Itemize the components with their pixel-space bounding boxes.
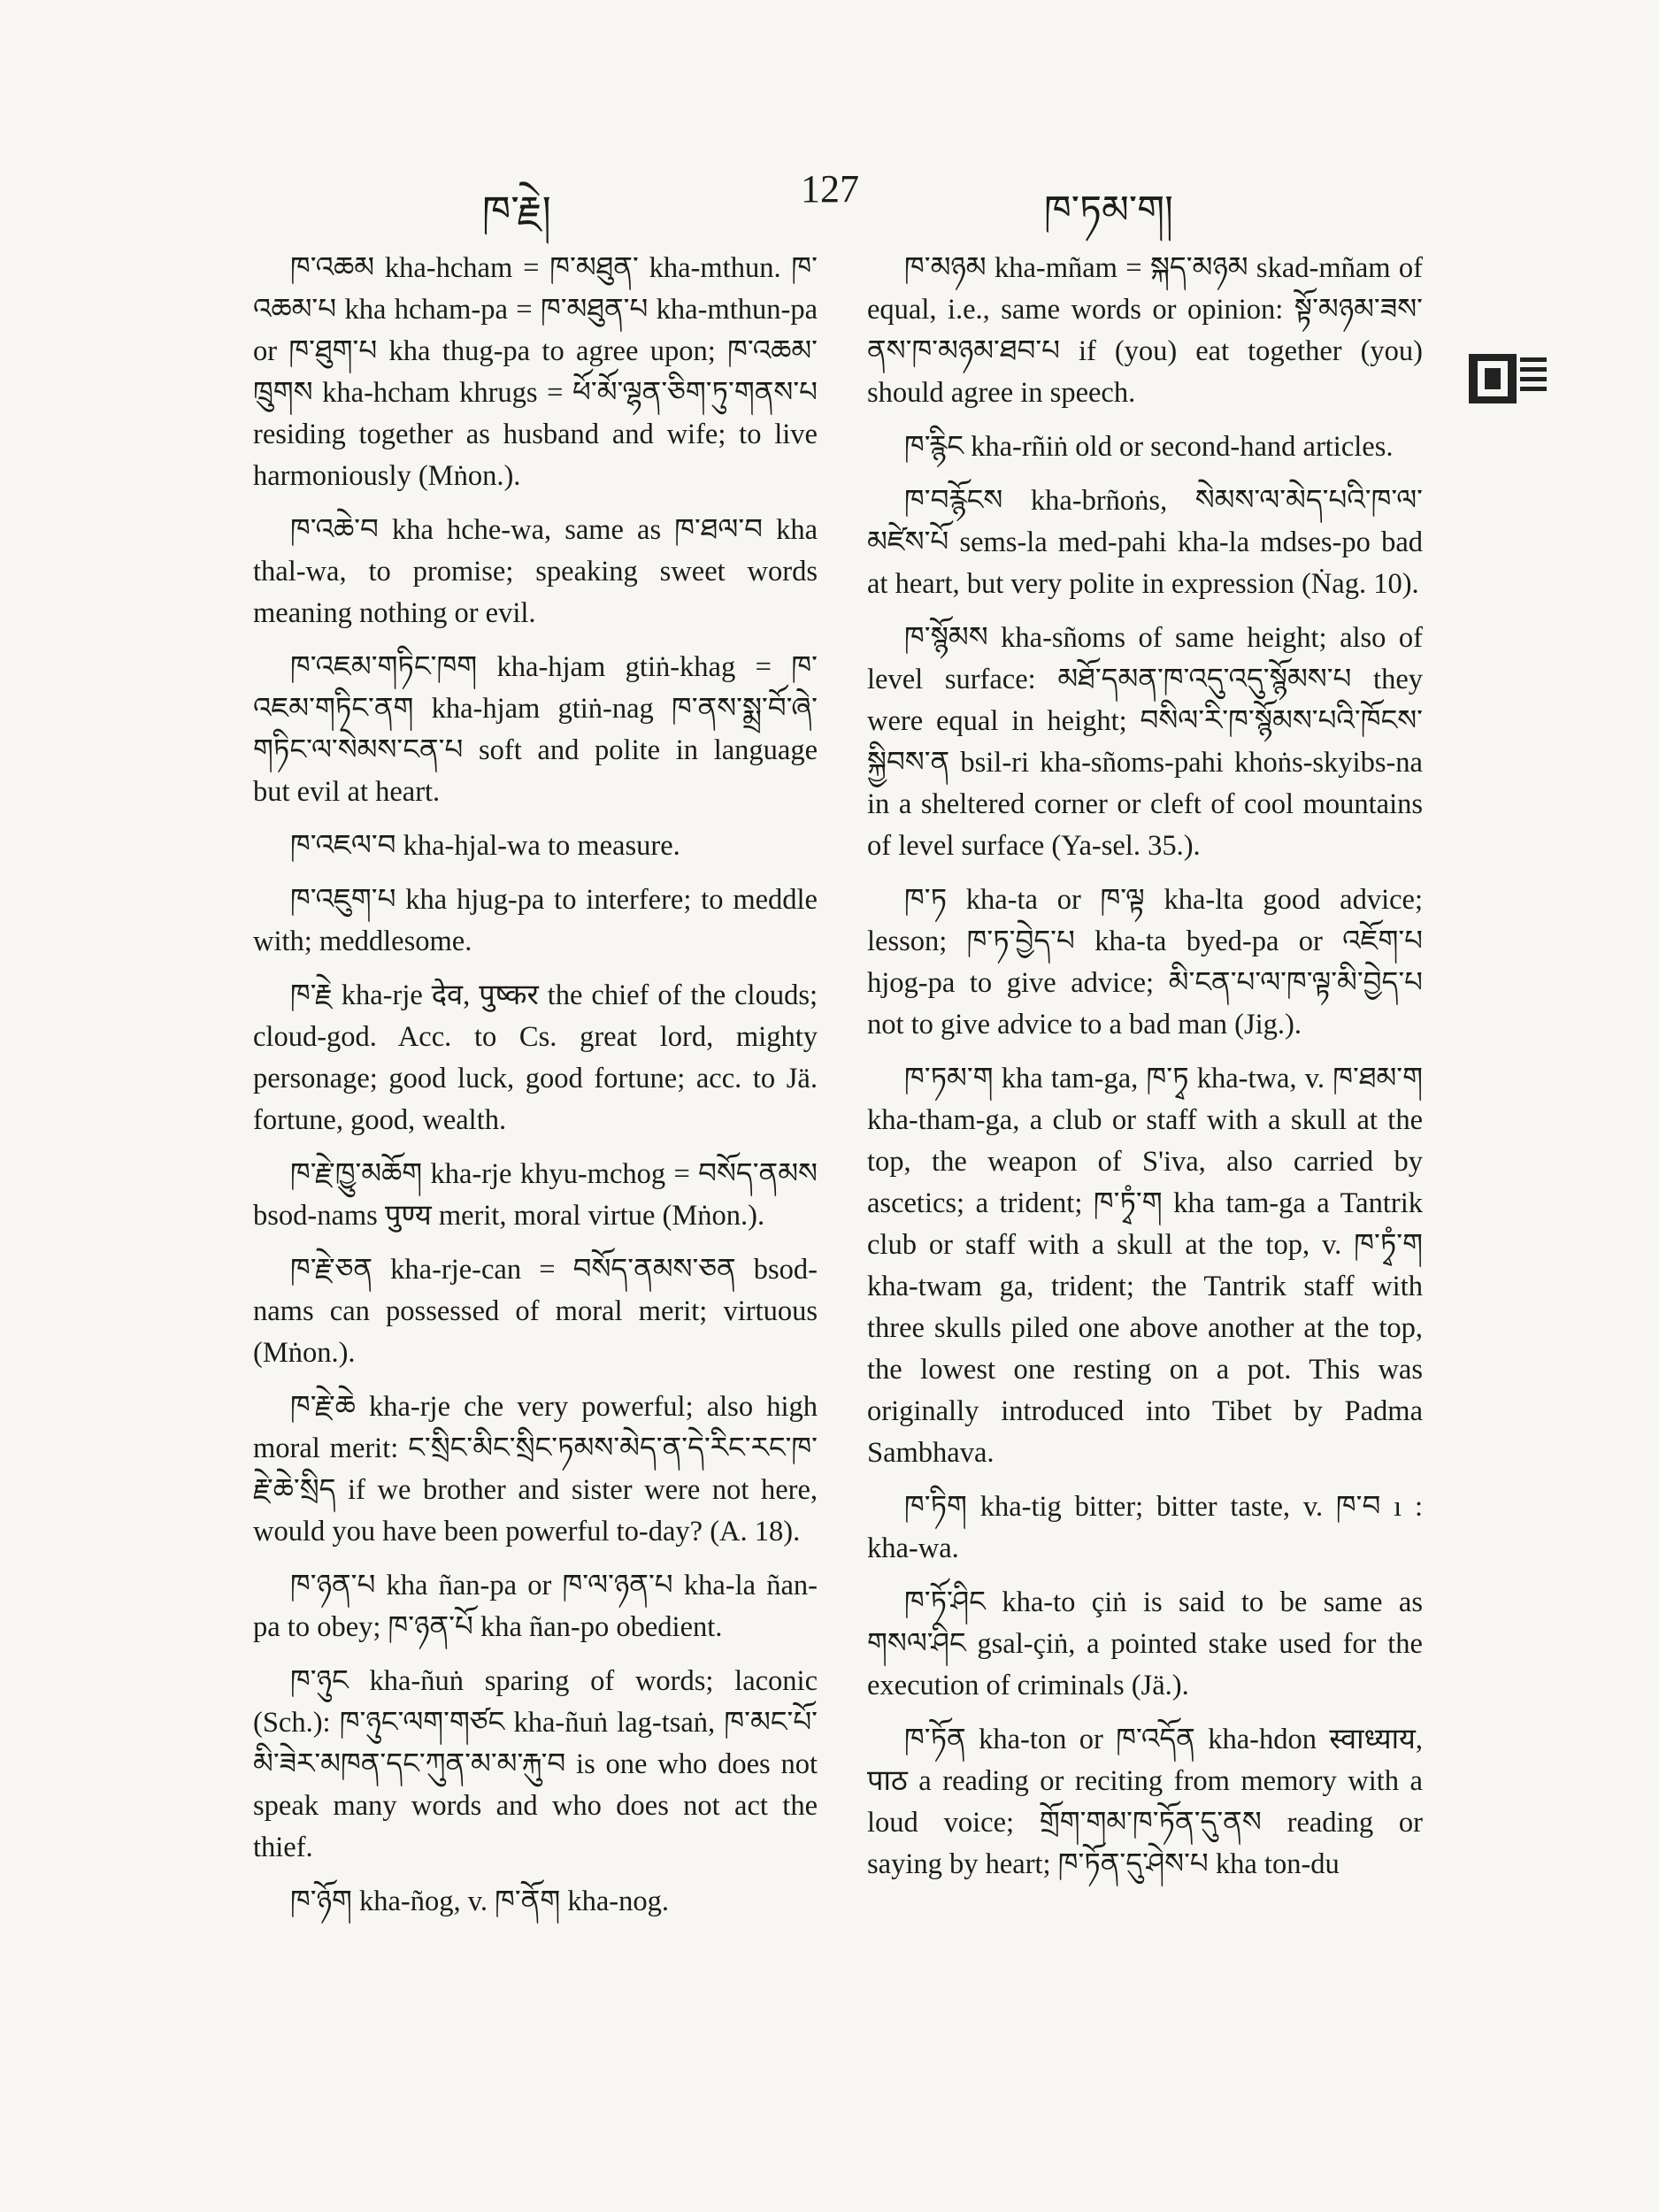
dictionary-entry: ཁ་འཇལ་བ kha-hjal-wa to measure. <box>290 830 680 862</box>
dictionary-entry: ཁ་ཉོག kha-ñog, v. ཁ་ནོག kha-nog. <box>290 1886 669 1917</box>
dictionary-entry: ཁ་རྗེ་ཆེ kha-rje che very powerful; also high moral merit: ང་སྲིང་མིང་སྲིང་ཏམས་མེད་ན་དེ་རིང་རང་ཁ་རྗེ་ཆེ་སྲིད if we brother and sister were not here, would you have been powerful to-day? (A. 18). <box>253 1391 818 1548</box>
dictionary-entry: ཁ་འཇམ་གཏིང་ཁག kha-hjam gtiṅ-khag = ཁ་འཇམ་གཏིང་ནག kha-hjam gtiṅ-nag ཁ་ནས་སྨྲ་བོ་ཞེ་གཏིང་ལ་སེམས་ངན་པ soft and polite in language but evil at heart. <box>253 651 818 808</box>
dictionary-entry: ཁ་ཏིག kha-tig bitter; bitter taste, v. ཁ་བ ı : kha-wa. <box>867 1491 1423 1564</box>
dictionary-entry: ཁ་ཏ kha-ta or ཁ་ལྟ kha-lta good advice; lesson; ཁ་ཏ་བྱེད་པ kha-ta byed-pa or འཇོག་པ hjog-pa to give advice; མི་ངན་པ་ལ་ཁ་ལྟ་མི་བྱེད་པ not to give advice to a bad man (Jig.). <box>867 884 1423 1041</box>
dictionary-entry: ཁ་སྙོམས kha-sñoms of same height; also of level surface: མཐོ་དམན་ཁ་འདུ་འདུ་སྙོམས་པ they were equal in height; བསིལ་རི་ཁ་སྙོམས་པའི་ཁོངས་སྐྱིབས་ན bsil-ri kha-sñoms-pahi khoṅs-skyibs-na in a sheltered corner or cleft of cool mountains of level surface (Ya-sel. 35.). <box>867 622 1423 862</box>
dictionary-entry: ཁ་འཆམ kha-hcham = ཁ་མཐུན་ kha-mthun. ཁ་འཆམ་པ kha hcham-pa = ཁ་མཐུན་པ kha-mthun-pa or ཁ་ཐུག་པ kha thug-pa to agree upon; ཁ་འཆམ་ཁྲུགས kha-hcham khrugs = ཕོ་མོ་ལྷན་ཅིག་ཏུ་གནས་པ residing together as husband and wife; to live harmoniously (Mṅon.). <box>253 252 818 492</box>
left-column <box>253 248 818 1935</box>
right-column <box>867 248 1423 1898</box>
dictionary-entry: ཁ་རྙིང kha-rñiṅ old or second-hand articles. <box>904 431 1394 463</box>
dictionary-entry: ཁ་རྗེ་ཁྱུ་མཆོག kha-rje khyu-mchog = བསོད་ནམས bsod-nams पुण्य merit, moral virtue (Mṅon.). <box>253 1158 818 1232</box>
page-number: 127 <box>801 167 859 211</box>
dictionary-entry: ཁ་ཉན་པ kha ñan-pa or ཁ་ལ་ཉན་པ kha-la ñan-pa to obey; ཁ་ཉན་པོ kha ñan-po obedient. <box>253 1570 818 1643</box>
dictionary-entry-main: ཁ་ཏམ་ག kha tam-ga, ཁ་ཏྭ kha-twa, v. ཁ་ཐམ་ག kha-tham-ga, a club or staff with a skull at the top, the weapon of S'iva, also carried by ascetics; a trident; ཁ་ཏྭཾ་ག kha tam-ga a Tantrik club or staff with a skull at the top, v. ཁ་ཏྭཾ་ག kha-twam ga, trident; the Tantrik staff with three skulls piled one above another at the top, the lowest one resting on a pot. This was originally introduced into Tibet by Padma Sambhava. <box>867 1063 1423 1469</box>
dictionary-entry: ཁ་ཏོན kha-ton or ཁ་འདོན kha-hdon स्वाध्याय, पाठ a reading or reciting from memory with a loud voice; གྲོག་གམ་ཁ་ཏོན་དུ་ནས reading or saying by heart; ཁ་ཏོན་དུ་ཤེས་པ kha ton-du <box>867 1724 1423 1880</box>
dictionary-entry: ཁ་འཇུག་པ kha hjug-pa to interfere; to meddle with; meddlesome. <box>253 884 818 957</box>
dictionary-entry: ཁ་བརྙོངས kha-brñoṅs, སེམས་ལ་མེད་པའི་ཁ་ལ་མཛེས་པོ sems-la med-pahi kha-la mdses-po bad at heart, but very polite in expression (Ṅag. 10). <box>867 485 1423 600</box>
page-header <box>0 166 1659 234</box>
dictionary-entry-main: ཁ་རྗེ kha-rje देव, पुष्कर the chief of the clouds; cloud-god. Acc. to Cs. great lord, mighty personage; good luck, good fortune; acc. to Jä. fortune, good, wealth. <box>253 979 818 1136</box>
dictionary-entry: ཁ་མཉམ kha-mñam = སྐད་མཉམ skad-mñam of equal, i.e., same words or opinion: སྟོ་མཉམ་ཟས་ནས་ཁ་མཉམ་ཐབ་པ if (you) eat together (you) should agree in speech. <box>867 252 1423 409</box>
dictionary-entry: ཁ་ཏོ་ཤིང kha-to çiṅ is said to be same as གསལ་ཤིང gsal-çiṅ, a pointed stake used for the execution of criminals (Jä.). <box>867 1586 1423 1701</box>
dictionary-entry: ཁ་ཉུང kha-ñuṅ sparing of words; laconic (Sch.): ཁ་ཉུང་ལག་གཙང kha-ñuṅ lag-tsaṅ, ཁ་མང་པོ་མི་ཟེར་མཁན་དང་ཀུན་མ་མ་རྐུ་བ is one who does not speak many words and who does not act the thief. <box>253 1665 818 1863</box>
left-guide-word: ཁ་རྗེ། <box>482 188 551 234</box>
dictionary-entry: ཁ་འཆེ་བ kha hche-wa, same as ཁ་ཐལ་བ kha thal-wa, to promise; speaking sweet words meaning nothing or evil. <box>253 514 818 629</box>
dictionary-entry: ཁ་རྗེ་ཅན kha-rje-can = བསོད་ནམས་ཅན bsod-nams can possessed of moral merit; virtuous (Mṅon.). <box>253 1254 818 1369</box>
thumb-index-tab <box>1469 354 1547 403</box>
right-guide-word: ཁ་ཏམ་ག། <box>1044 188 1173 232</box>
